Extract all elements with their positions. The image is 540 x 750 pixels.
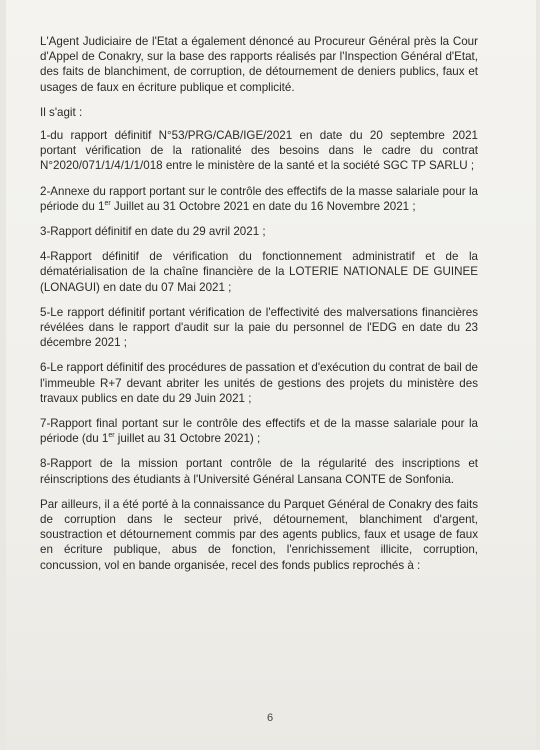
il-sagit-heading: Il s'agit : xyxy=(40,105,83,119)
conclusion-paragraph: Par ailleurs, il a été porté à la connaissance du Parquet Général de Conakry des faits de corruption dans le secteur privé, détournement, blanchiment d'argent, soustraction et détournement commis par des agents publics, faux et usage de faux en écriture publique, abus de fonction, l'enrichissement illicite, corruption, concussion, vol en bande organisée, recel des fonds publics reprochés à : xyxy=(40,497,478,572)
list-item-6: 6-Le rapport définitif des procédures de passation et d'exécution du contrat de bail de l'immeuble R+7 devant abriter les unités de gestions des projets du ministère des travaux publics en date du 29 Juin 2021 ; xyxy=(40,361,478,405)
list-item-3: 3-Rapport définitif en date du 29 avril 2021 ; xyxy=(40,225,266,239)
page-number: 6 xyxy=(266,712,274,724)
list-item-1: 1-du rapport définitif N°53/PRG/CAB/IGE/2021 en date du 20 septembre 2021 portant vérification de la rationalité des besoins dans le cadre du contrat N°2020/071/1/4/1/1/018 entre le ministère de la santé et la société SGC TP SARLU ; xyxy=(40,129,478,173)
list-item-4: 4-Rapport définitif de vérification du fonctionnement administratif et de la dématérialisation de la chaîne financière de la LOTERIE NATIONALE DE GUINEE (LONAGUI) en date du 07 Mai 2021 ; xyxy=(40,250,478,294)
intro-paragraph: L'Agent Judiciaire de l'Etat a également dénoncé au Procureur Général près la Cour d'Appel de Conakry, sur la base des rapports réalisés par l'Inspection Général d'Etat, des faits de blanchiment, de corruption, de détournement de deniers publics, faux et usages de faux en écriture publique et complicité. xyxy=(40,35,478,94)
list-item-8: 8-Rapport de la mission portant contrôle de la régularité des inscriptions et réinscriptions des étudiants à l'Université Général Lansana CONTE de Sonfonia. xyxy=(40,457,478,486)
list-item-2: 2-Annexe du rapport portant sur le contrôle des effectifs de la masse salariale pour la période du 1er Juillet au 31 Octobre 2021 en date du 16 Novembre 2021 ; xyxy=(40,184,478,213)
document-body xyxy=(40,34,478,583)
list-item-5: 5-Le rapport définitif portant vérification de l'effectivité des malversations financières révélées dans le rapport d'audit sur la paie du personnel de l'EDG en date du 23 décembre 2021 ; xyxy=(40,305,478,350)
list-item-7: 7-Rapport final portant sur le contrôle des effectifs et de la masse salariale pour la période (du 1er juillet au 31 Octobre 2021) ; xyxy=(40,417,478,446)
